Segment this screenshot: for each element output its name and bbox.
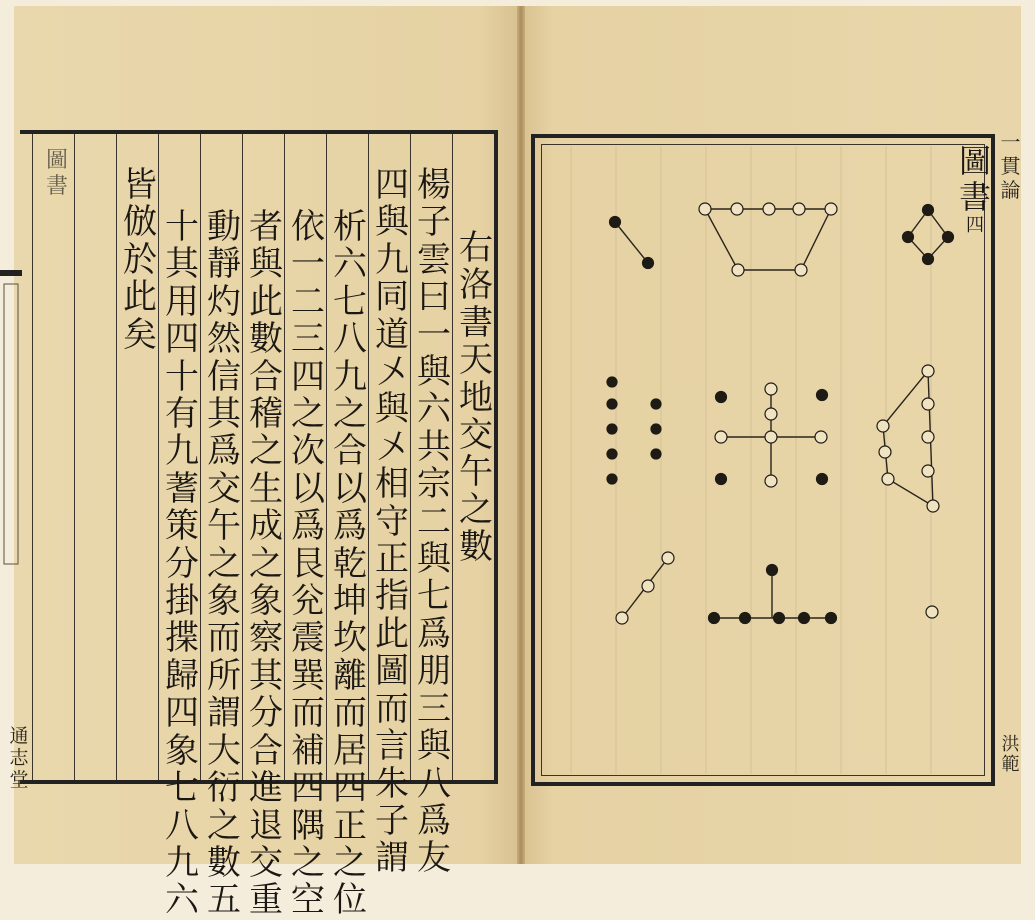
left-edge-strip <box>0 270 22 590</box>
page-number: 四 <box>966 215 984 236</box>
book-gutter <box>517 6 525 864</box>
text-column-9: 皆倣於此矣 <box>123 165 157 355</box>
right-edge-header: 一貫論 <box>1000 130 1021 202</box>
text-column-2: 楊子雲曰一與六共宗二與七爲朋三與八爲友 <box>417 165 451 879</box>
diagram-title-text: 圖書 <box>958 142 991 216</box>
diagram-title <box>958 143 992 237</box>
text-column-1: 右洛書天地交午之數 <box>459 228 493 568</box>
luoshu-diagram <box>531 134 995 786</box>
right-edge-footer: 洪範 <box>1001 734 1020 775</box>
text-column-8: 十其用四十有九蓍策分掛揲歸四象七八九六 <box>165 207 199 920</box>
text-column-5: 依一二三四之次以爲艮兊震巽而補四隅之空 <box>291 207 325 920</box>
text-column-4: 析六七八九之合以爲乾坤坎離而居四正之位 <box>333 207 367 920</box>
text-column-3: 四與九同道〤與〤相守正指此圖而言朱子謂 <box>375 165 409 879</box>
margin-title: 圖書 <box>45 148 68 199</box>
text-column-7: 動靜灼然信其爲交午之象而所謂大衍之數五 <box>207 207 241 920</box>
left-text-frame <box>20 130 498 920</box>
text-column-6: 者與此數合稽之生成之象察其分合進退交重 <box>249 207 283 920</box>
publisher-mark: 通志堂 <box>9 725 29 791</box>
